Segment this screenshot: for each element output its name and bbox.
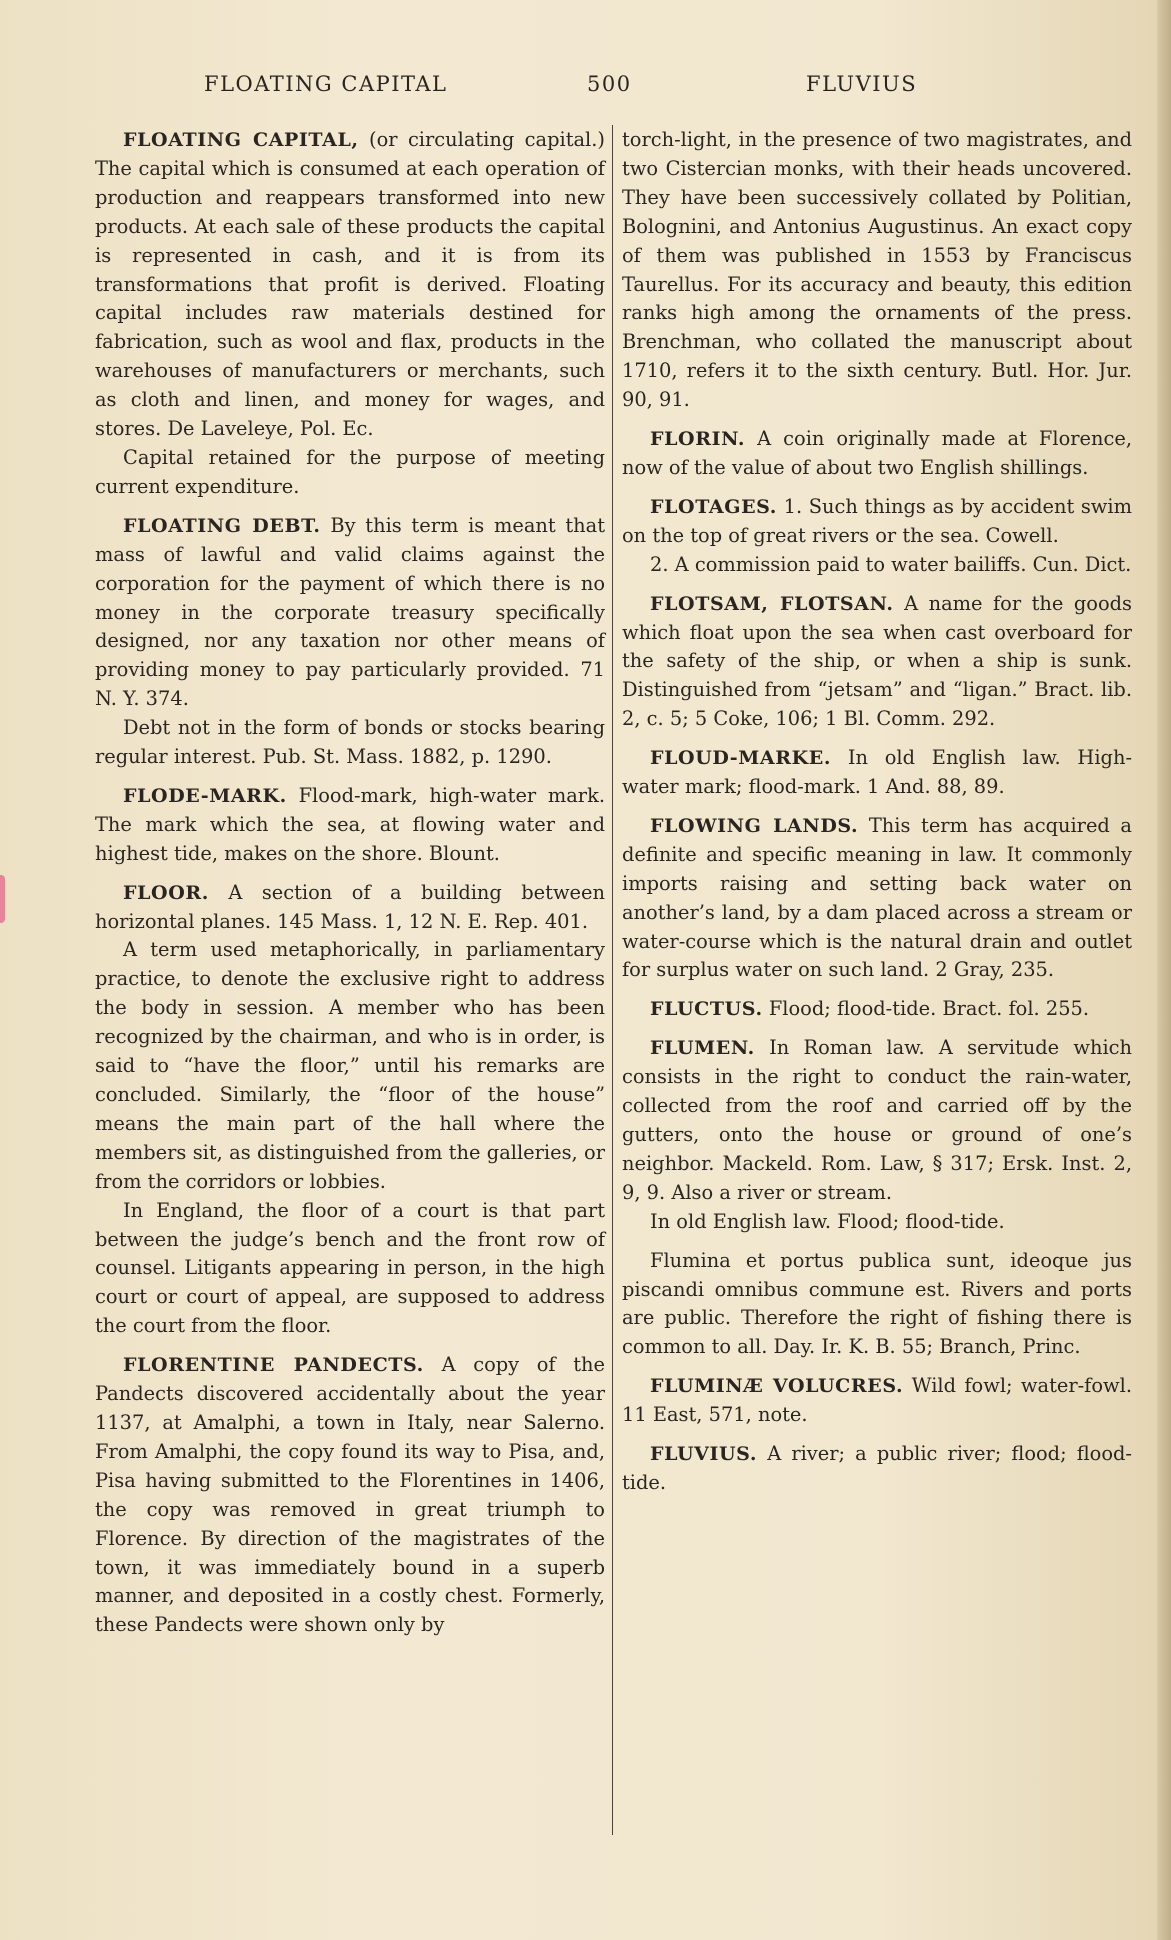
dictionary-entry-flotages bbox=[622, 493, 1132, 580]
dictionary-entry-floating-debt bbox=[95, 512, 605, 772]
entry-paragraph bbox=[95, 512, 605, 714]
dictionary-entry-continuation bbox=[622, 1247, 1132, 1363]
entry-headword: FLUCTUS. bbox=[650, 998, 763, 1021]
entry-headword: FLORENTINE PANDECTS. bbox=[123, 1354, 424, 1377]
entry-paragraph bbox=[622, 425, 1132, 483]
entry-headword: FLODE-MARK. bbox=[123, 784, 287, 807]
entry-headword: FLOWING LANDS. bbox=[650, 814, 859, 837]
entry-paragraph bbox=[95, 126, 605, 444]
entry-paragraph bbox=[622, 812, 1132, 985]
entry-paragraph bbox=[95, 444, 605, 502]
entry-headword: FLORIN. bbox=[650, 428, 746, 451]
entry-paragraph bbox=[622, 493, 1132, 551]
dictionary-entry-florin bbox=[622, 425, 1132, 483]
entry-text: 1. Such things as by accident swim on the top of great rivers or the sea. Cowell. bbox=[622, 494, 1132, 547]
entry-paragraph bbox=[622, 1034, 1132, 1207]
entry-text: In Roman law. A servitude which consists in the right to conduct the rain-water, collected from the roof and carried off by the gutters, onto the house or ground of one’s neighbor. Mackeld. Rom. Law, § 317; Ersk. Inst. 2, 9, 9. Also a river or stream. bbox=[622, 1036, 1132, 1204]
page-edge bbox=[1157, 0, 1171, 1940]
left-column bbox=[95, 126, 605, 1650]
dictionary-entry-floud-marke bbox=[622, 744, 1132, 802]
entry-text: A river; a public river; flood; flood-tide. bbox=[622, 1442, 1132, 1494]
dictionary-entry-flumen bbox=[622, 1034, 1132, 1236]
running-head-left: FLOATING CAPITAL bbox=[204, 72, 448, 96]
dictionary-entry-flotsam-flotsan bbox=[622, 590, 1132, 735]
entry-paragraph bbox=[95, 1351, 605, 1640]
entry-headword: FLUMINÆ VOLUCRES. bbox=[650, 1375, 904, 1398]
entry-text: A copy of the Pandects discovered accidentally about the year 1137, at Amalphi, a town in Italy, near Salerno. From Amalphi, the copy found its way to Pisa, and, Pisa having submitted to the Florentines in 1406, the copy was removed in great triumph to Florence. By direction of the magistrates of the town, it was immediately bound in a superb manner, and deposited in a costly chest. Formerly, these Pandects were shown only by bbox=[95, 1353, 605, 1637]
entry-text: In old English law. High-water mark; flood-mark. 1 And. 88, 89. bbox=[622, 746, 1132, 799]
entry-text: (or circulating capital.) The capital which is consumed at each operation of production and reappears transformed into new products. At each sale of these products the capital is represented in cash, and it is from its transformations that profit is derived. Floating capital includes raw materials destined for fabrication, such as wool and flax, products in the warehouses of manufacturers or merchants, such as cloth and linen, and money for wages, and stores. De Laveleye, Pol. Ec. bbox=[95, 128, 605, 441]
column-divider bbox=[612, 125, 613, 1835]
entry-text: Flumina et portus publica sunt, ideoque jus piscandi omnibus commune est. Rivers and ports are public. Therefore the right of fishing there is common to all. Day. Ir. K. B. 55; Branch, Princ. bbox=[622, 1248, 1132, 1359]
entry-paragraph bbox=[622, 1372, 1132, 1430]
entry-text: This term has acquired a definite and specific meaning in law. It commonly imports raising and setting back water on another’s land, by a dam placed across a stream or water-course which is the natural drain and outlet for surplus water on such land. 2 Gray, 235. bbox=[622, 813, 1132, 982]
entry-text: 2. A commission paid to water bailiffs. Cun. Dict. bbox=[650, 552, 1132, 576]
entry-headword: FLOOR. bbox=[123, 881, 209, 904]
dictionary-entry-floating-capital bbox=[95, 126, 605, 502]
entry-text: Wild fowl; water-fowl. 11 East, 571, note. bbox=[622, 1374, 1132, 1427]
entry-headword: FLUVIUS. bbox=[650, 1443, 758, 1466]
entry-headword: FLOTAGES. bbox=[650, 495, 778, 518]
entry-text: A section of a building between horizontal planes. 145 Mass. 1, 12 N. E. Rep. 401. bbox=[95, 880, 605, 933]
entry-paragraph bbox=[95, 879, 605, 937]
entry-text: Flood; flood-tide. Bract. fol. 255. bbox=[768, 997, 1090, 1021]
entry-text: torch-light, in the presence of two magistrates, and two Cistercian monks, with their heads uncovered. They have been successively collated by Politian, Bolognini, and Antonius Augustinus. An exact copy of them was published in 1553 by Franciscus Taurellus. For its accuracy and beauty, this edition ranks high among the ornaments of the press. Brenchman, who collated the manuscript about 1710, refers it to the sixth century. Butl. Hor. Jur. 90, 91. bbox=[622, 128, 1132, 412]
entry-paragraph bbox=[95, 714, 605, 772]
running-head-right: FLUVIUS bbox=[806, 72, 918, 96]
entry-text: In old English law. Flood; flood-tide. bbox=[650, 1209, 1005, 1233]
entry-text: A name for the goods which float upon the sea when cast overboard for the safety of the ship, or when a ship is sunk. Distinguished from “jetsam” and “ligan.” Bract. lib. 2, c. 5; 5 Coke, 106; 1 Bl. Comm. 292. bbox=[622, 591, 1132, 731]
entry-text: Debt not in the form of bonds or stocks bearing regular interest. Pub. St. Mass. 1882, p. 1290. bbox=[95, 716, 605, 769]
entry-headword: FLOTSAM, FLOTSAN. bbox=[650, 592, 894, 615]
entry-paragraph bbox=[622, 1247, 1132, 1363]
entry-paragraph bbox=[622, 744, 1132, 802]
entry-headword: FLUMEN. bbox=[650, 1037, 755, 1060]
entry-text: A term used metaphorically, in parliamentary practice, to denote the exclusive right to address the body in session. A member who has been recognized by the chairman, and who is in order, is said to “have the floor,” until his remarks are concluded. Similarly, the “floor of the house” means the main part of the hall where the members sit, as distinguished from the galleries, or from the corridors or lobbies. bbox=[95, 938, 605, 1193]
dictionary-entry-continuation bbox=[622, 126, 1132, 415]
dictionary-entry-flode-mark bbox=[95, 782, 605, 869]
entry-text: By this term is meant that mass of lawful and valid claims against the corporation for the payment of which there is no money in the corporate treasury specifically designed, nor any taxation nor other means of providing money to pay particularly provided. 71 N. Y. 374. bbox=[95, 513, 606, 711]
entry-headword: FLOATING DEBT. bbox=[123, 514, 321, 537]
entry-text: In England, the floor of a court is that part between the judge’s bench and the front row of counsel. Litigants appearing in person, in the high court or court of appeal, are supposed to address the court from the floor. bbox=[95, 1198, 605, 1338]
running-head bbox=[94, 72, 1094, 104]
entry-paragraph bbox=[622, 126, 1132, 415]
entry-headword: FLOUD-MARKE. bbox=[650, 747, 832, 770]
dictionary-entry-florentine-pandects bbox=[95, 1351, 605, 1640]
entry-paragraph bbox=[95, 1197, 605, 1342]
dictionary-entry-fluvius bbox=[622, 1440, 1132, 1498]
right-column bbox=[622, 126, 1132, 1508]
entry-paragraph bbox=[622, 1208, 1132, 1237]
entry-text: Capital retained for the purpose of meeting current expenditure. bbox=[95, 445, 605, 498]
entry-paragraph bbox=[622, 551, 1132, 580]
dictionary-entry-flumin-volucres bbox=[622, 1372, 1132, 1430]
entry-headword: FLOATING CAPITAL, bbox=[123, 129, 359, 151]
page-number: 500 bbox=[587, 72, 632, 96]
dictionary-entry-fluctus bbox=[622, 995, 1132, 1024]
entry-paragraph bbox=[622, 590, 1132, 735]
entry-paragraph bbox=[95, 782, 605, 869]
entry-paragraph bbox=[622, 995, 1132, 1024]
entry-paragraph bbox=[95, 936, 605, 1196]
entry-text: A coin originally made at Florence, now of the value of about two English shillings. bbox=[622, 427, 1132, 479]
entry-paragraph bbox=[622, 1440, 1132, 1498]
entry-text: Flood-mark, high-water mark. The mark which the sea, at flowing water and highest tide, makes on the shore. Blount. bbox=[95, 783, 605, 865]
margin-tab-mark bbox=[0, 875, 5, 923]
dictionary-entry-floor bbox=[95, 879, 605, 1342]
dictionary-entry-flowing-lands bbox=[622, 812, 1132, 985]
